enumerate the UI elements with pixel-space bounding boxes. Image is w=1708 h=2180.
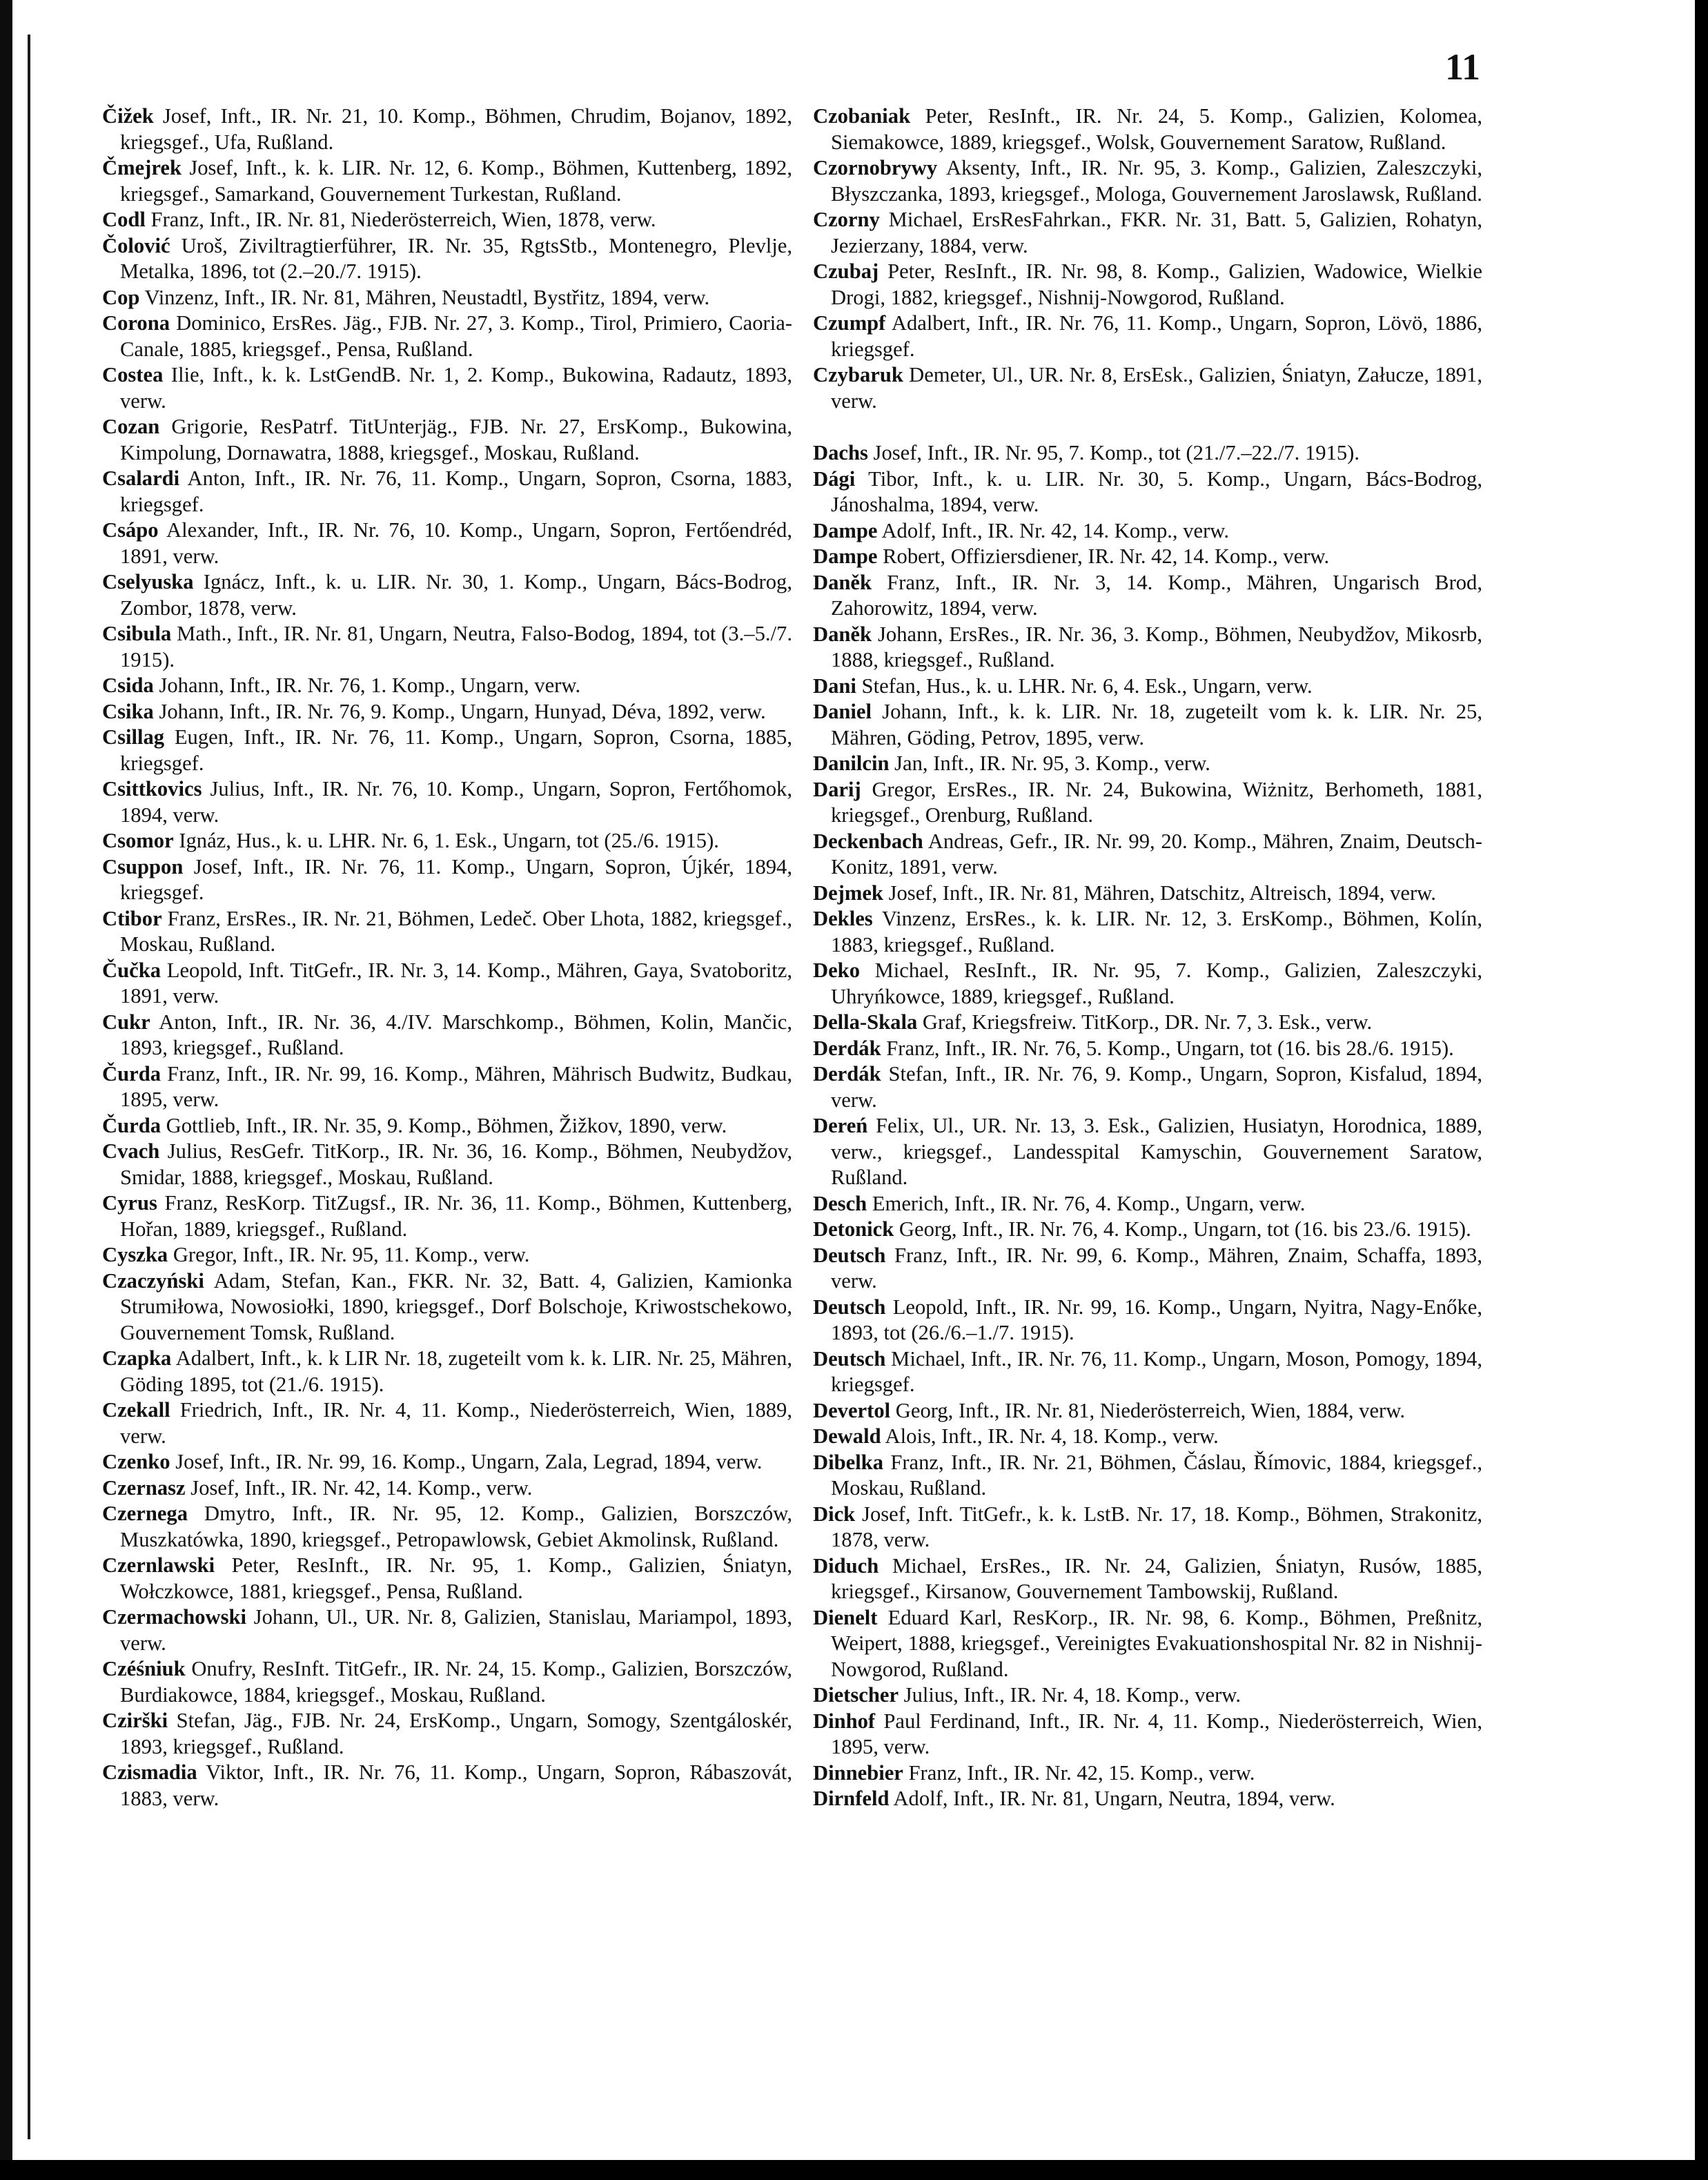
entry-details: Eugen, Inft., IR. Nr. 76, 11. Komp., Ungarn, Sopron, Csorna, 1885, kriegsgef. bbox=[120, 725, 792, 775]
entry-details: Emerich, Inft., IR. Nr. 76, 4. Komp., Ungarn, verw. bbox=[867, 1191, 1306, 1215]
entry-surname: Daněk bbox=[813, 622, 872, 646]
entry-details: Franz, Inft., IR. Nr. 81, Niederösterreich, Wien, 1878, verw. bbox=[145, 208, 656, 231]
entry-surname: Dienelt bbox=[813, 1605, 878, 1629]
register-entry bbox=[813, 1760, 1482, 1787]
entry-surname: Czernasz bbox=[102, 1475, 186, 1500]
entry-details: Georg, Inft., IR. Nr. 81, Niederösterreich, Wien, 1884, verw. bbox=[890, 1398, 1405, 1422]
entry-details: Franz, Inft., IR. Nr. 99, 6. Komp., Mähren, Znaim, Schaffa, 1893, verw. bbox=[831, 1243, 1482, 1293]
entry-surname: Deutsch bbox=[813, 1243, 886, 1267]
entry-details: Stefan, Hus., k. u. LHR. Nr. 6, 4. Esk., Ungarn, verw. bbox=[856, 674, 1313, 698]
entry-surname: Czubaj bbox=[813, 259, 879, 283]
entry-surname: Desch bbox=[813, 1191, 867, 1215]
entry-details: Johann, ErsRes., IR. Nr. 36, 3. Komp., Böhmen, Neubydžov, Mikosrb, 1888, kriegsgef., Rußland. bbox=[831, 622, 1482, 671]
entry-details: Tibor, Inft., k. u. LIR. Nr. 30, 5. Komp., Ungarn, Bács-Bodrog, Jánoshalma, 1894, verw. bbox=[831, 467, 1482, 516]
register-entry bbox=[813, 207, 1482, 259]
register-entry bbox=[813, 1605, 1482, 1683]
entry-details: Paul Ferdinand, Inft., IR. Nr. 4, 11. Komp., Niederösterreich, Wien, 1895, verw. bbox=[831, 1709, 1482, 1758]
entry-surname: Czirški bbox=[102, 1709, 168, 1732]
scan-border-right bbox=[1695, 0, 1708, 2180]
register-entry bbox=[102, 1061, 792, 1113]
register-entry bbox=[813, 155, 1482, 207]
entry-surname: Dejmek bbox=[813, 881, 883, 905]
entry-surname: Csalardi bbox=[102, 467, 180, 490]
entry-details: Johann, Inft., IR. Nr. 76, 9. Komp., Ungarn, Hunyad, Déva, 1892, verw. bbox=[153, 699, 766, 723]
register-entry bbox=[813, 829, 1482, 881]
register-entry bbox=[102, 1190, 792, 1242]
entry-surname: Devertol bbox=[813, 1398, 891, 1422]
right-column bbox=[813, 104, 1482, 1812]
entry-surname: Dereń bbox=[813, 1114, 868, 1137]
entry-details: Gottlieb, Inft., IR. Nr. 35, 9. Komp., Böhmen, Žižkov, 1890, verw. bbox=[161, 1113, 727, 1137]
scan-border-left bbox=[0, 0, 12, 2180]
register-entry bbox=[102, 1760, 792, 1811]
register-entry bbox=[813, 362, 1482, 414]
register-entry bbox=[102, 1268, 792, 1346]
register-entry bbox=[813, 1398, 1482, 1424]
register-entry bbox=[813, 958, 1482, 1010]
register-entry bbox=[813, 1036, 1482, 1062]
register-entry bbox=[102, 1242, 792, 1268]
entry-details: Eduard Karl, ResKorp., IR. Nr. 98, 6. Komp., Böhmen, Preßnitz, Weipert, 1888, kriegsgef., Vereinigtes Evakuationshospital Nr. 82 in Nishnij-Nowgorod, Rußland. bbox=[831, 1605, 1482, 1681]
entry-details: Peter, ResInft., IR. Nr. 24, 5. Komp., Galizien, Kolomea, Siemakowce, 1889, kriegsgef., Wolsk, Gouvernement Saratow, Rußland. bbox=[831, 104, 1482, 154]
register-entry bbox=[813, 259, 1482, 311]
register-entry bbox=[102, 311, 792, 362]
entry-details: Stefan, Jäg., FJB. Nr. 24, ErsKomp., Ungarn, Somogy, Szentgáloskér, 1893, kriegsgef., Rußland. bbox=[120, 1709, 792, 1758]
entry-details: Adalbert, Inft., IR. Nr. 76, 11. Komp., Ungarn, Sopron, Lövö, 1886, kriegsgef. bbox=[831, 311, 1482, 361]
entry-details: Viktor, Inft., IR. Nr. 76, 11. Komp., Ungarn, Sopron, Rábaszovát, 1883, verw. bbox=[120, 1760, 792, 1810]
register-entry bbox=[813, 544, 1482, 570]
entry-details: Demeter, Ul., UR. Nr. 8, ErsEsk., Galizien, Śniatyn, Załucze, 1891, verw. bbox=[831, 363, 1482, 413]
entry-details: Franz, Inft., IR. Nr. 76, 5. Komp., Ungarn, tot (16. bis 28./6. 1915). bbox=[881, 1036, 1454, 1060]
entry-details: Josef, Inft., IR. Nr. 76, 11. Komp., Ungarn, Sopron, Újkér, 1894, kriegsgef. bbox=[120, 854, 792, 904]
entry-surname: Czorny bbox=[813, 208, 880, 231]
entry-surname: Czernlawski bbox=[102, 1553, 215, 1577]
entry-surname: Čolović bbox=[102, 233, 170, 257]
entry-details: Josef, Inft., k. k. LIR. Nr. 12, 6. Komp., Böhmen, Kuttenberg, 1892, kriegsgef., Samarkand, Gouvernement Turkestan, Rußland. bbox=[120, 156, 792, 206]
register-entry bbox=[102, 906, 792, 958]
entry-surname: Czapka bbox=[102, 1346, 172, 1370]
entry-surname: Cop bbox=[102, 285, 140, 309]
entry-details: Josef, Inft. TitGefr., k. k. LstB. Nr. 17, 18. Komp., Böhmen, Strakonitz, 1878, verw. bbox=[831, 1502, 1482, 1551]
entry-details: Franz, ResKorp. TitZugsf., IR. Nr. 36, 11. Komp., Böhmen, Kuttenberg, Hořan, 1889, kriegsgef., Rußland. bbox=[120, 1191, 792, 1241]
entry-surname: Ctibor bbox=[102, 906, 162, 930]
entry-surname: Dietscher bbox=[813, 1683, 899, 1707]
entry-surname: Czumpf bbox=[813, 311, 886, 335]
register-entry bbox=[813, 467, 1482, 518]
entry-surname: Csillag bbox=[102, 725, 165, 749]
register-entry bbox=[102, 1397, 792, 1449]
register-entry bbox=[102, 518, 792, 569]
register-entry bbox=[102, 1553, 792, 1604]
entry-details: Josef, Inft., IR. Nr. 42, 14. Komp., verw. bbox=[185, 1475, 533, 1500]
entry-details: Ignáz, Hus., k. u. LHR. Nr. 6, 1. Esk., Ungarn, tot (25./6. 1915). bbox=[173, 829, 719, 852]
register-entry bbox=[813, 699, 1482, 751]
register-entry bbox=[813, 1010, 1482, 1036]
register-entry bbox=[813, 1553, 1482, 1605]
entry-details: Ignácz, Inft., k. u. LIR. Nr. 30, 1. Komp., Ungarn, Bács-Bodrog, Zombor, 1878, verw. bbox=[120, 570, 792, 620]
entry-surname: Dági bbox=[813, 467, 856, 491]
entry-surname: Cvach bbox=[102, 1139, 160, 1163]
left-column bbox=[102, 104, 792, 1811]
register-entry bbox=[813, 518, 1482, 544]
entry-surname: Csida bbox=[102, 674, 154, 697]
register-entry bbox=[813, 906, 1482, 958]
entry-surname: Cyszka bbox=[102, 1243, 168, 1266]
entry-surname: Dinnebier bbox=[813, 1760, 903, 1785]
entry-surname: Derdák bbox=[813, 1036, 881, 1060]
register-entry bbox=[102, 725, 792, 776]
register-entry bbox=[813, 1502, 1482, 1553]
entry-surname: Cselyuska bbox=[102, 570, 194, 593]
entry-details: Stefan, Inft., IR. Nr. 76, 9. Komp., Ungarn, Sopron, Kisfalud, 1894, verw. bbox=[831, 1062, 1482, 1112]
entry-details: Julius, Inft., IR. Nr. 4, 18. Komp., verw. bbox=[899, 1683, 1241, 1707]
register-entry bbox=[813, 104, 1482, 155]
register-entry bbox=[102, 104, 792, 155]
entry-details: Michael, ErsResFahrkan., FKR. Nr. 31, Batt. 5, Galizien, Rohatyn, Jezierzany, 1884, verw. bbox=[831, 208, 1482, 257]
entry-details: Johann, Inft., IR. Nr. 76, 1. Komp., Ungarn, verw. bbox=[153, 674, 581, 697]
register-entry bbox=[102, 1708, 792, 1760]
binding-margin-line bbox=[28, 35, 30, 2139]
entry-surname: Czernega bbox=[102, 1502, 188, 1525]
entry-details: Friedrich, Inft., IR. Nr. 4, 11. Komp., Niederösterreich, Wien, 1889, verw. bbox=[120, 1398, 792, 1448]
entry-surname: Costea bbox=[102, 363, 164, 386]
entry-surname: Della-Skala bbox=[813, 1010, 918, 1034]
register-entry bbox=[102, 155, 792, 207]
register-entry bbox=[102, 1604, 792, 1656]
entry-surname: Czismadia bbox=[102, 1760, 197, 1784]
entry-surname: Csika bbox=[102, 699, 154, 723]
register-entry bbox=[102, 1010, 792, 1061]
entry-surname: Cyrus bbox=[102, 1191, 157, 1215]
register-entry bbox=[813, 570, 1482, 622]
entry-details: Michael, ResInft., IR. Nr. 95, 7. Komp., Galizien, Zaleszczyki, Uhryńkowce, 1889, kriegsgef., Rußland. bbox=[831, 959, 1482, 1008]
entry-details: Anton, Inft., IR. Nr. 36, 4./IV. Marschkomp., Böhmen, Kolin, Mančic, 1893, kriegsgef., Rußland. bbox=[120, 1010, 792, 1059]
register-entry bbox=[813, 1243, 1482, 1295]
entry-details: Julius, Inft., IR. Nr. 76, 10. Komp., Ungarn, Sopron, Fertőhomok, 1894, verw. bbox=[120, 777, 792, 827]
entry-details: Josef, Inft., IR. Nr. 99, 16. Komp., Ungarn, Zala, Legrad, 1894, verw. bbox=[170, 1450, 763, 1473]
page-number: 11 bbox=[1444, 46, 1480, 88]
entry-surname: Csuppon bbox=[102, 854, 184, 878]
entry-surname: Deutsch bbox=[813, 1346, 886, 1371]
entry-details: Onufry, ResInft. TitGefr., IR. Nr. 24, 15. Komp., Galizien, Borszczów, Burdiakowce, 1884, kriegsgef., Moskau, Rußland. bbox=[120, 1657, 792, 1707]
register-entry bbox=[102, 285, 792, 311]
entry-surname: Dewald bbox=[813, 1424, 881, 1448]
entry-details: Uroš, Ziviltragtierführer, IR. Nr. 35, RgtsStb., Montenegro, Plevlje, Metalka, 1896, tot (2.–20./7. 1915). bbox=[120, 233, 792, 283]
entry-surname: Danilcin bbox=[813, 752, 890, 775]
register-entry bbox=[813, 1217, 1482, 1243]
entry-details: Johann, Inft., k. k. LIR. Nr. 18, zugeteilt vom k. k. LIR. Nr. 25, Mähren, Göding, Petrov, 1895, verw. bbox=[831, 700, 1482, 749]
register-entry bbox=[813, 1424, 1482, 1450]
entry-details: Adam, Stefan, Kan., FKR. Nr. 32, Batt. 4, Galizien, Kamionka Strumiłowa, Nowosiołki, 1890, kriegsgef., Dorf Bolschoje, Kriwostschekowo, Gouvernement Tomsk, Rußland. bbox=[120, 1268, 792, 1344]
register-entry bbox=[102, 569, 792, 621]
entry-surname: Čučka bbox=[102, 958, 161, 982]
entry-surname: Czornobrywy bbox=[813, 156, 938, 179]
entry-details: Vinzenz, Inft., IR. Nr. 81, Mähren, Neustadtl, Bystřitz, 1894, verw. bbox=[139, 285, 710, 309]
entry-details: Franz, Inft., IR. Nr. 21, Böhmen, Čáslau, Římovic, 1884, kriegsgef., Moskau, Rußland. bbox=[831, 1450, 1482, 1500]
entry-surname: Dinhof bbox=[813, 1709, 876, 1733]
entry-surname: Dibelka bbox=[813, 1450, 883, 1474]
entry-details: Gregor, Inft., IR. Nr. 95, 11. Komp., verw. bbox=[168, 1243, 530, 1266]
entry-surname: Detonick bbox=[813, 1217, 894, 1241]
entry-details: Aksenty, Inft., IR. Nr. 95, 3. Komp., Galizien, Zaleszczyki, Błyszczanka, 1893, kriegsgef., Mologa, Gouvernement Jaroslawsk, Rußland. bbox=[831, 156, 1482, 206]
entry-surname: Daněk bbox=[813, 570, 872, 594]
register-entry bbox=[102, 1449, 792, 1475]
register-entry bbox=[102, 233, 792, 285]
register-entry bbox=[102, 1113, 792, 1139]
entry-details: Josef, Inft., IR. Nr. 21, 10. Komp., Böhmen, Chrudim, Bojanov, 1892, kriegsgef., Ufa, Rußland. bbox=[120, 104, 792, 154]
entry-surname: Csomor bbox=[102, 829, 174, 852]
entry-surname: Csittkovics bbox=[102, 777, 202, 801]
entry-details: Alexander, Inft., IR. Nr. 76, 10. Komp., Ungarn, Sopron, Fertőendréd, 1891, verw. bbox=[120, 518, 792, 568]
entry-details: Franz, ErsRes., IR. Nr. 21, Böhmen, Ledeč. Ober Lhota, 1882, kriegsgef., Moskau, Rußland. bbox=[120, 906, 792, 956]
entry-details: Robert, Offiziersdiener, IR. Nr. 42, 14. Komp., verw. bbox=[877, 544, 1330, 568]
entry-details: Peter, ResInft., IR. Nr. 95, 1. Komp., Galizien, Śniatyn, Wołczkowce, 1881, kriegsgef., Pensa, Rußland. bbox=[120, 1553, 792, 1603]
entry-details: Alois, Inft., IR. Nr. 4, 18. Komp., verw. bbox=[881, 1424, 1219, 1448]
entry-surname: Deutsch bbox=[813, 1295, 886, 1319]
entry-details: Adolf, Inft., IR. Nr. 42, 14. Komp., verw. bbox=[877, 518, 1230, 542]
entry-details: Grigorie, ResPatrf. TitUnterjäg., FJB. Nr. 27, ErsKomp., Bukowina, Kimpolung, Dornawatra, 1888, kriegsgef., Moskau, Rußland. bbox=[120, 415, 792, 464]
register-entry bbox=[102, 828, 792, 854]
entry-surname: Czéśniuk bbox=[102, 1657, 186, 1680]
entry-details: Andreas, Gefr., IR. Nr. 99, 20. Komp., Mähren, Znaim, Deutsch-Konitz, 1891, verw. bbox=[831, 829, 1482, 878]
register-entry bbox=[102, 1501, 792, 1553]
register-entry bbox=[102, 699, 792, 725]
entry-surname: Cozan bbox=[102, 415, 160, 438]
register-entry bbox=[813, 1346, 1482, 1398]
register-entry bbox=[102, 414, 792, 466]
register-entry bbox=[813, 311, 1482, 362]
entry-details: Peter, ResInft., IR. Nr. 98, 8. Komp., Galizien, Wadowice, Wielkie Drogi, 1882, kriegsgef., Nishnij-Nowgorod, Rußland. bbox=[831, 259, 1482, 309]
entry-surname: Daniel bbox=[813, 700, 872, 723]
register-entry bbox=[813, 440, 1482, 467]
entry-surname: Csibula bbox=[102, 622, 172, 645]
entry-surname: Corona bbox=[102, 311, 170, 335]
entry-details: Vinzenz, ErsRes., k. k. LIR. Nr. 12, 3. ErsKomp., Böhmen, Kolín, 1883, kriegsgef., Rußland. bbox=[831, 907, 1482, 956]
entry-details: Johann, Ul., UR. Nr. 8, Galizien, Stanislau, Mariampol, 1893, verw. bbox=[120, 1605, 792, 1655]
entry-surname: Dekles bbox=[813, 907, 873, 930]
register-entry bbox=[813, 1113, 1482, 1191]
entry-details: Franz, Inft., IR. Nr. 42, 15. Komp., verw. bbox=[903, 1760, 1255, 1785]
entry-details: Michael, Inft., IR. Nr. 76, 11. Komp., Ungarn, Moson, Pomogy, 1894, kriegsgef. bbox=[831, 1346, 1482, 1396]
register-entry bbox=[102, 776, 792, 828]
entry-details: Dominico, ErsRes. Jäg., FJB. Nr. 27, 3. Komp., Tirol, Primiero, Caoria-Canale, 1885, kriegsgef., Pensa, Rußland. bbox=[120, 311, 792, 361]
scan-border-bottom bbox=[0, 2160, 1708, 2180]
entry-surname: Čurda bbox=[102, 1061, 161, 1086]
entry-surname: Deko bbox=[813, 959, 860, 982]
entry-surname: Derdák bbox=[813, 1062, 881, 1086]
register-entry bbox=[813, 751, 1482, 777]
entry-details: Adalbert, Inft., k. k LIR Nr. 18, zugeteilt vom k. k. LIR. Nr. 25, Mähren, Göding 1895, tot (21./6. 1915). bbox=[120, 1346, 792, 1396]
register-entry bbox=[813, 622, 1482, 674]
register-entry bbox=[102, 1475, 792, 1502]
register-entry bbox=[102, 207, 792, 233]
entry-details: Julius, ResGefr. TitKorp., IR. Nr. 36, 16. Komp., Böhmen, Neubydžov, Smidar, 1888, kriegsgef., Moskau, Rußland. bbox=[120, 1139, 792, 1189]
register-entry bbox=[102, 1656, 792, 1708]
entry-surname: Czekall bbox=[102, 1398, 170, 1422]
entry-surname: Dani bbox=[813, 674, 856, 698]
entry-details: Leopold, Inft., IR. Nr. 99, 16. Komp., Ungarn, Nyitra, Nagy-Enőke, 1893, tot (26./6.–1./7. 1915). bbox=[831, 1295, 1482, 1344]
entry-surname: Czenko bbox=[102, 1450, 170, 1473]
entry-surname: Czermachowski bbox=[102, 1605, 247, 1629]
register-entry bbox=[102, 1346, 792, 1397]
entry-details: Math., Inft., IR. Nr. 81, Ungarn, Neutra, Falso-Bodog, 1894, tot (3.–5./7. 1915). bbox=[120, 622, 792, 671]
entry-details: Gregor, ErsRes., IR. Nr. 24, Bukowina, Wiżnitz, Berhometh, 1881, kriegsgef., Orenburg, Rußland. bbox=[831, 777, 1482, 827]
entry-surname: Dirnfeld bbox=[813, 1787, 890, 1810]
register-entry bbox=[813, 1191, 1482, 1217]
entry-surname: Čižek bbox=[102, 104, 154, 128]
entry-surname: Čurda bbox=[102, 1113, 161, 1137]
register-entry bbox=[813, 777, 1482, 829]
register-entry bbox=[102, 1139, 792, 1190]
entry-surname: Darij bbox=[813, 777, 861, 801]
register-entry bbox=[102, 854, 792, 906]
entry-details: Franz, Inft., IR. Nr. 99, 16. Komp., Mähren, Mährisch Budwitz, Budkau, 1895, verw. bbox=[120, 1061, 792, 1111]
entry-surname: Diduch bbox=[813, 1553, 879, 1578]
entry-surname: Čmejrek bbox=[102, 156, 181, 179]
entry-details: Ilie, Inft., k. k. LstGendB. Nr. 1, 2. Komp., Bukowina, Radautz, 1893, verw. bbox=[120, 363, 792, 413]
entry-surname: Deckenbach bbox=[813, 829, 923, 853]
register-entry bbox=[813, 881, 1482, 907]
entry-surname: Cukr bbox=[102, 1010, 150, 1034]
entry-surname: Czaczyński bbox=[102, 1268, 204, 1293]
register-entry bbox=[813, 1682, 1482, 1709]
entry-details: Graf, Kriegsfreiw. TitKorp., DR. Nr. 7, 3. Esk., verw. bbox=[917, 1010, 1373, 1034]
entry-details: Adolf, Inft., IR. Nr. 81, Ungarn, Neutra, 1894, verw. bbox=[889, 1787, 1335, 1810]
register-entry bbox=[102, 621, 792, 673]
entry-details: Georg, Inft., IR. Nr. 76, 4. Komp., Ungarn, tot (16. bis 23./6. 1915). bbox=[894, 1217, 1471, 1241]
entry-details: Felix, Ul., UR. Nr. 13, 3. Esk., Galizien, Husiatyn, Horodnica, 1889, verw., kriegsgef., Landesspital Kamyschin, Gouvernement Saratow, Rußland. bbox=[831, 1114, 1482, 1189]
entry-surname: Csápo bbox=[102, 518, 159, 542]
entry-details: Josef, Inft., IR. Nr. 81, Mähren, Datschitz, Altreisch, 1894, verw. bbox=[883, 881, 1436, 905]
entry-surname: Dachs bbox=[813, 441, 868, 464]
entry-details: Leopold, Inft. TitGefr., IR. Nr. 3, 14. Komp., Mähren, Gaya, Svatoboritz, 1891, verw. bbox=[120, 958, 792, 1008]
register-entry bbox=[813, 1295, 1482, 1346]
entry-surname: Czobaniak bbox=[813, 104, 911, 128]
register-entry bbox=[102, 673, 792, 699]
register-entry bbox=[813, 1061, 1482, 1113]
register-entry bbox=[813, 674, 1482, 700]
entry-details: Dmytro, Inft., IR. Nr. 95, 12. Komp., Galizien, Borszczów, Muszkatówka, 1890, kriegsgef., Petropawlowsk, Gebiet Akmolinsk, Rußland. bbox=[120, 1502, 792, 1551]
entry-details: Jan, Inft., IR. Nr. 95, 3. Komp., verw. bbox=[889, 752, 1210, 775]
entry-details: Franz, Inft., IR. Nr. 3, 14. Komp., Mähren, Ungarisch Brod, Zahorowitz, 1894, verw. bbox=[831, 570, 1482, 620]
entry-surname: Codl bbox=[102, 208, 146, 231]
entry-surname: Dick bbox=[813, 1502, 856, 1526]
register-entry bbox=[102, 362, 792, 414]
register-entry bbox=[813, 1709, 1482, 1760]
entry-surname: Czybaruk bbox=[813, 363, 903, 386]
register-entry bbox=[813, 1450, 1482, 1502]
register-entry bbox=[102, 466, 792, 518]
entry-details: Michael, ErsRes., IR. Nr. 24, Galizien, Śniatyn, Rusów, 1885, kriegsgef., Kirsanow, Gouvernement Tambowskij, Rußland. bbox=[831, 1553, 1482, 1603]
register-entry bbox=[813, 1786, 1482, 1812]
entry-surname: Dampe bbox=[813, 518, 878, 542]
entry-details: Anton, Inft., IR. Nr. 76, 11. Komp., Ungarn, Sopron, Csorna, 1883, kriegsgef. bbox=[120, 467, 792, 516]
entry-details: Josef, Inft., IR. Nr. 95, 7. Komp., tot (21./7.–22./7. 1915). bbox=[867, 441, 1360, 464]
entry-surname: Dampe bbox=[813, 544, 878, 568]
register-entry bbox=[102, 958, 792, 1010]
